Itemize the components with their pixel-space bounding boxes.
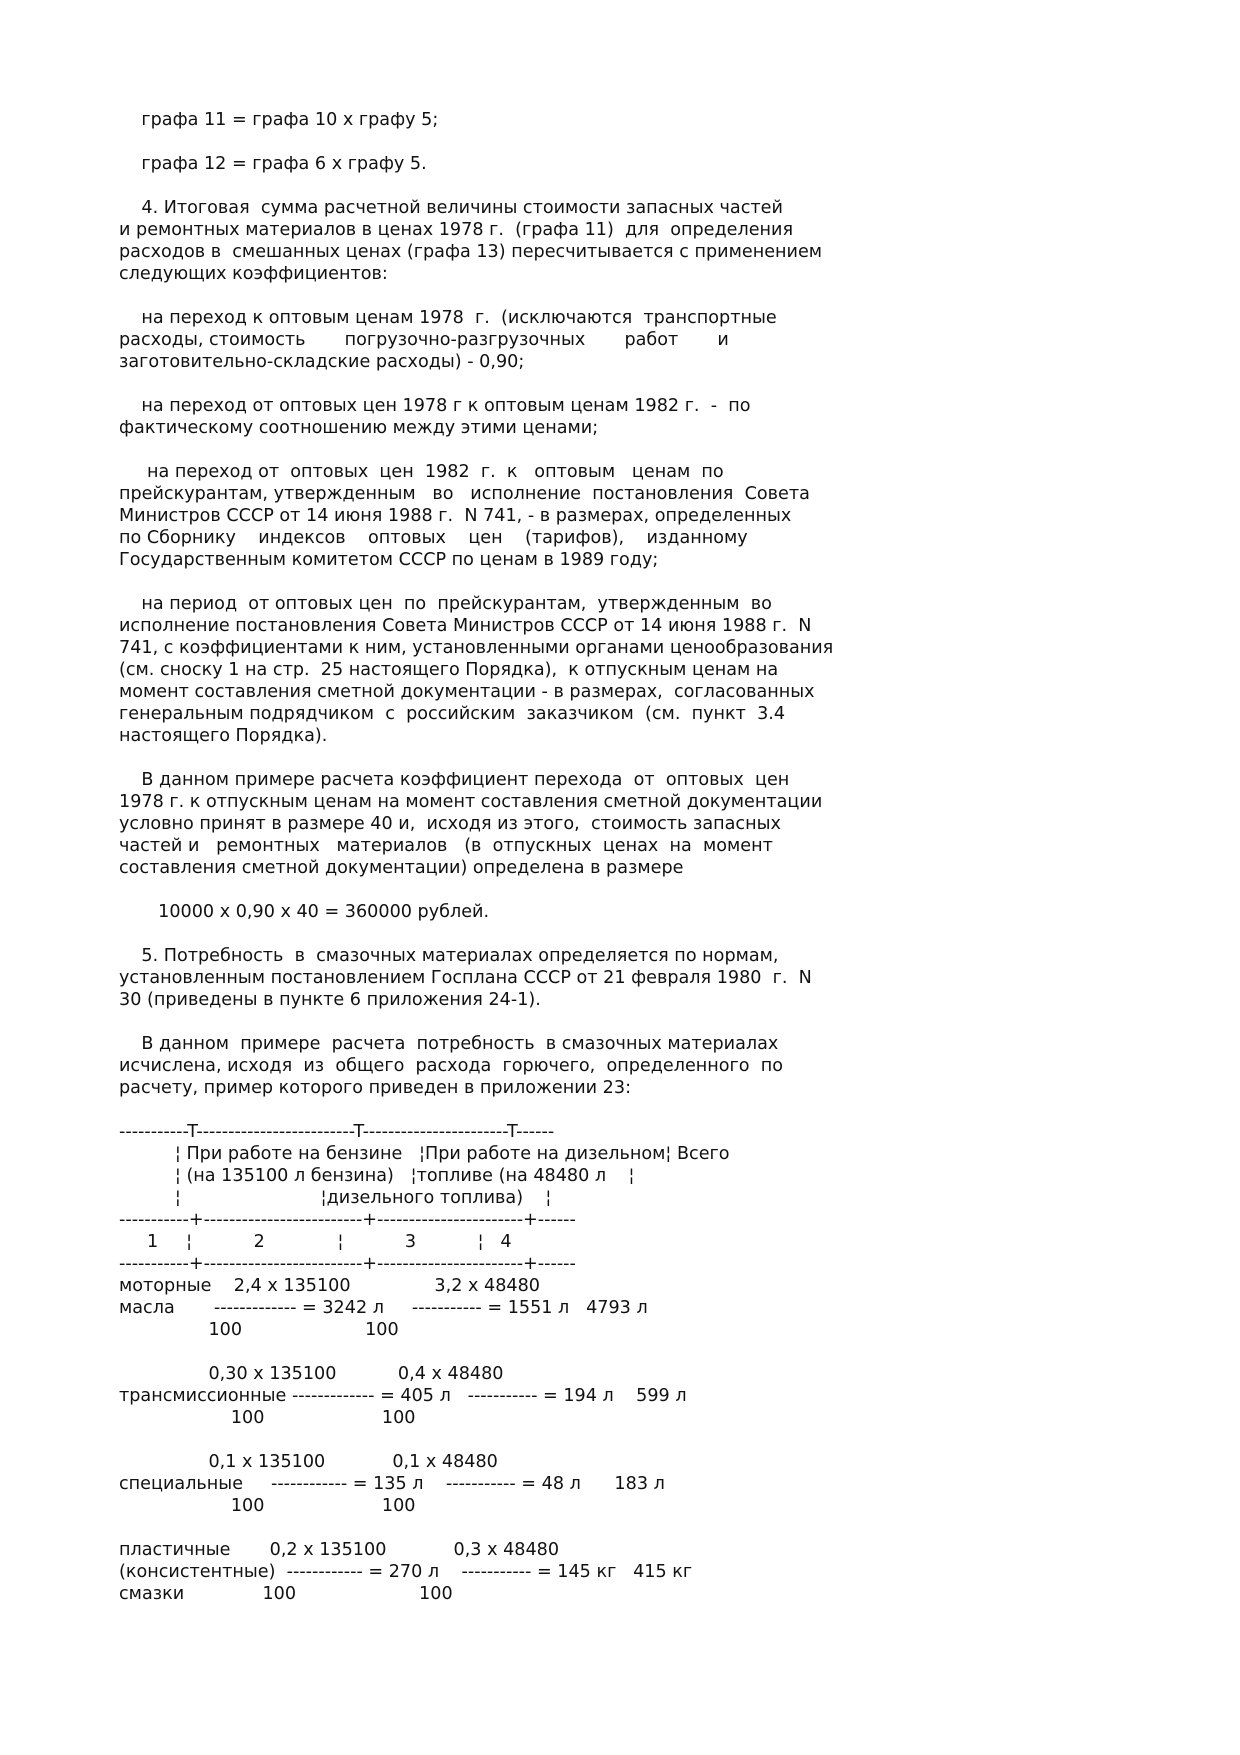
text-line: -----------T-------------------------T-----------------------T------ bbox=[119, 1122, 555, 1142]
text-line: 100 100 bbox=[119, 1320, 399, 1340]
text-line bbox=[119, 923, 1119, 945]
text-line: 1978 г. к отпускным ценам на момент составления сметной документации bbox=[119, 792, 823, 812]
text-line: -----------+-------------------------+-----------------------+------ bbox=[119, 1210, 576, 1230]
text-line: трансмиссионные ------------- = 405 л ----------- = 194 л 599 л bbox=[119, 1386, 687, 1406]
text-line: на период от оптовых цен по прейскурантам, утвержденным во bbox=[119, 594, 772, 614]
text-line: составления сметной документации) определена в размере bbox=[119, 858, 684, 878]
text-line: 741, с коэффициентами к ним, установленными органами ценообразования bbox=[119, 638, 834, 658]
text-line: расходы, стоимость погрузочно-разгрузочных работ и bbox=[119, 330, 729, 350]
text-line bbox=[119, 175, 1119, 197]
text-line: на переход к оптовым ценам 1978 г. (исключаются транспортные bbox=[119, 308, 777, 328]
text-line: 4. Итоговая сумма расчетной величины стоимости запасных частей bbox=[119, 198, 783, 218]
text-line: Министров СССР от 14 июня 1988 г. N 741, - в размерах, определенных bbox=[119, 506, 792, 526]
text-line: 0,1 х 135100 0,1 х 48480 bbox=[119, 1452, 498, 1472]
text-line bbox=[119, 285, 1119, 307]
text-line: условно принят в размере 40 и, исходя из этого, стоимость запасных bbox=[119, 814, 781, 834]
text-line: ¦ При работе на бензине ¦При работе на дизельном¦ Всего bbox=[119, 1144, 730, 1164]
text-line: на переход от оптовых цен 1982 г. к оптовым ценам по bbox=[119, 462, 724, 482]
text-line: расходов в смешанных ценах (графа 13) пересчитывается с применением bbox=[119, 242, 823, 262]
text-line: моторные 2,4 х 135100 3,2 х 48480 bbox=[119, 1276, 540, 1296]
text-line: -----------+-------------------------+-----------------------+------ bbox=[119, 1254, 576, 1274]
text-line: 30 (приведены в пункте 6 приложения 24-1). bbox=[119, 990, 541, 1010]
text-line bbox=[119, 131, 1119, 153]
text-line: В данном примере расчета коэффициент перехода от оптовых цен bbox=[119, 770, 790, 790]
text-line: В данном примере расчета потребность в смазочных материалах bbox=[119, 1034, 779, 1054]
text-line: ¦ (на 135100 л бензина) ¦топливе (на 48480 л ¦ bbox=[119, 1166, 635, 1186]
text-line: на переход от оптовых цен 1978 г к оптовым ценам 1982 г. - по bbox=[119, 396, 751, 416]
text-line: специальные ------------ = 135 л ----------- = 48 л 183 л bbox=[119, 1474, 665, 1494]
text-line: смазки 100 100 bbox=[119, 1584, 453, 1604]
text-line: расчету, пример которого приведен в приложении 23: bbox=[119, 1078, 631, 1098]
text-line: исчислена, исходя из общего расхода горючего, определенного по bbox=[119, 1056, 784, 1076]
text-line bbox=[119, 879, 1119, 901]
text-line: 1 ¦ 2 ¦ 3 ¦ 4 bbox=[119, 1232, 512, 1252]
text-line bbox=[119, 1011, 1119, 1033]
text-line bbox=[119, 1517, 1119, 1539]
text-line bbox=[119, 1099, 1119, 1121]
text-line: настоящего Порядка). bbox=[119, 726, 328, 746]
text-line: (консистентные) ------------ = 270 л ----------- = 145 кг 415 кг bbox=[119, 1562, 693, 1582]
text-line: фактическому соотношению между этими ценами; bbox=[119, 418, 599, 438]
text-line: графа 12 = графа 6 х графу 5. bbox=[119, 154, 427, 174]
text-line: 100 100 bbox=[119, 1496, 416, 1516]
text-line bbox=[119, 747, 1119, 769]
text-line: и ремонтных материалов в ценах 1978 г. (графа 11) для определения bbox=[119, 220, 794, 240]
text-line: момент составления сметной документации - в размерах, согласованных bbox=[119, 682, 815, 702]
text-line: пластичные 0,2 х 135100 0,3 х 48480 bbox=[119, 1540, 560, 1560]
text-line bbox=[119, 373, 1119, 395]
text-line: масла ------------- = 3242 л ----------- = 1551 л 4793 л bbox=[119, 1298, 648, 1318]
text-line: (см. сноску 1 на стр. 25 настоящего Порядка), к отпускным ценам на bbox=[119, 660, 779, 680]
document-page bbox=[119, 109, 1119, 1605]
text-line: генеральным подрядчиком с российским заказчиком (см. пункт 3.4 bbox=[119, 704, 786, 724]
text-line: частей и ремонтных материалов (в отпускных ценах на момент bbox=[119, 836, 773, 856]
text-line: следующих коэффициентов: bbox=[119, 264, 388, 284]
text-line: Государственным комитетом СССР по ценам в 1989 году; bbox=[119, 550, 659, 570]
text-line: по Сборнику индексов оптовых цен (тарифов), изданному bbox=[119, 528, 748, 548]
text-line: установленным постановлением Госплана СССР от 21 февраля 1980 г. N bbox=[119, 968, 812, 988]
text-line: исполнение постановления Совета Министров СССР от 14 июня 1988 г. N bbox=[119, 616, 812, 636]
text-line: 0,30 х 135100 0,4 х 48480 bbox=[119, 1364, 504, 1384]
text-line: прейскурантам, утвержденным во исполнение постановления Совета bbox=[119, 484, 810, 504]
text-line: ¦ ¦дизельного топлива) ¦ bbox=[119, 1188, 552, 1208]
text-line: графа 11 = графа 10 х графу 5; bbox=[119, 110, 439, 130]
text-line bbox=[119, 1341, 1119, 1363]
text-line: 100 100 bbox=[119, 1408, 416, 1428]
text-line bbox=[119, 1429, 1119, 1451]
text-line: заготовительно-складские расходы) - 0,90; bbox=[119, 352, 525, 372]
text-line: 10000 х 0,90 х 40 = 360000 рублей. bbox=[119, 902, 490, 922]
text-line: 5. Потребность в смазочных материалах определяется по нормам, bbox=[119, 946, 779, 966]
text-line bbox=[119, 571, 1119, 593]
text-line bbox=[119, 439, 1119, 461]
